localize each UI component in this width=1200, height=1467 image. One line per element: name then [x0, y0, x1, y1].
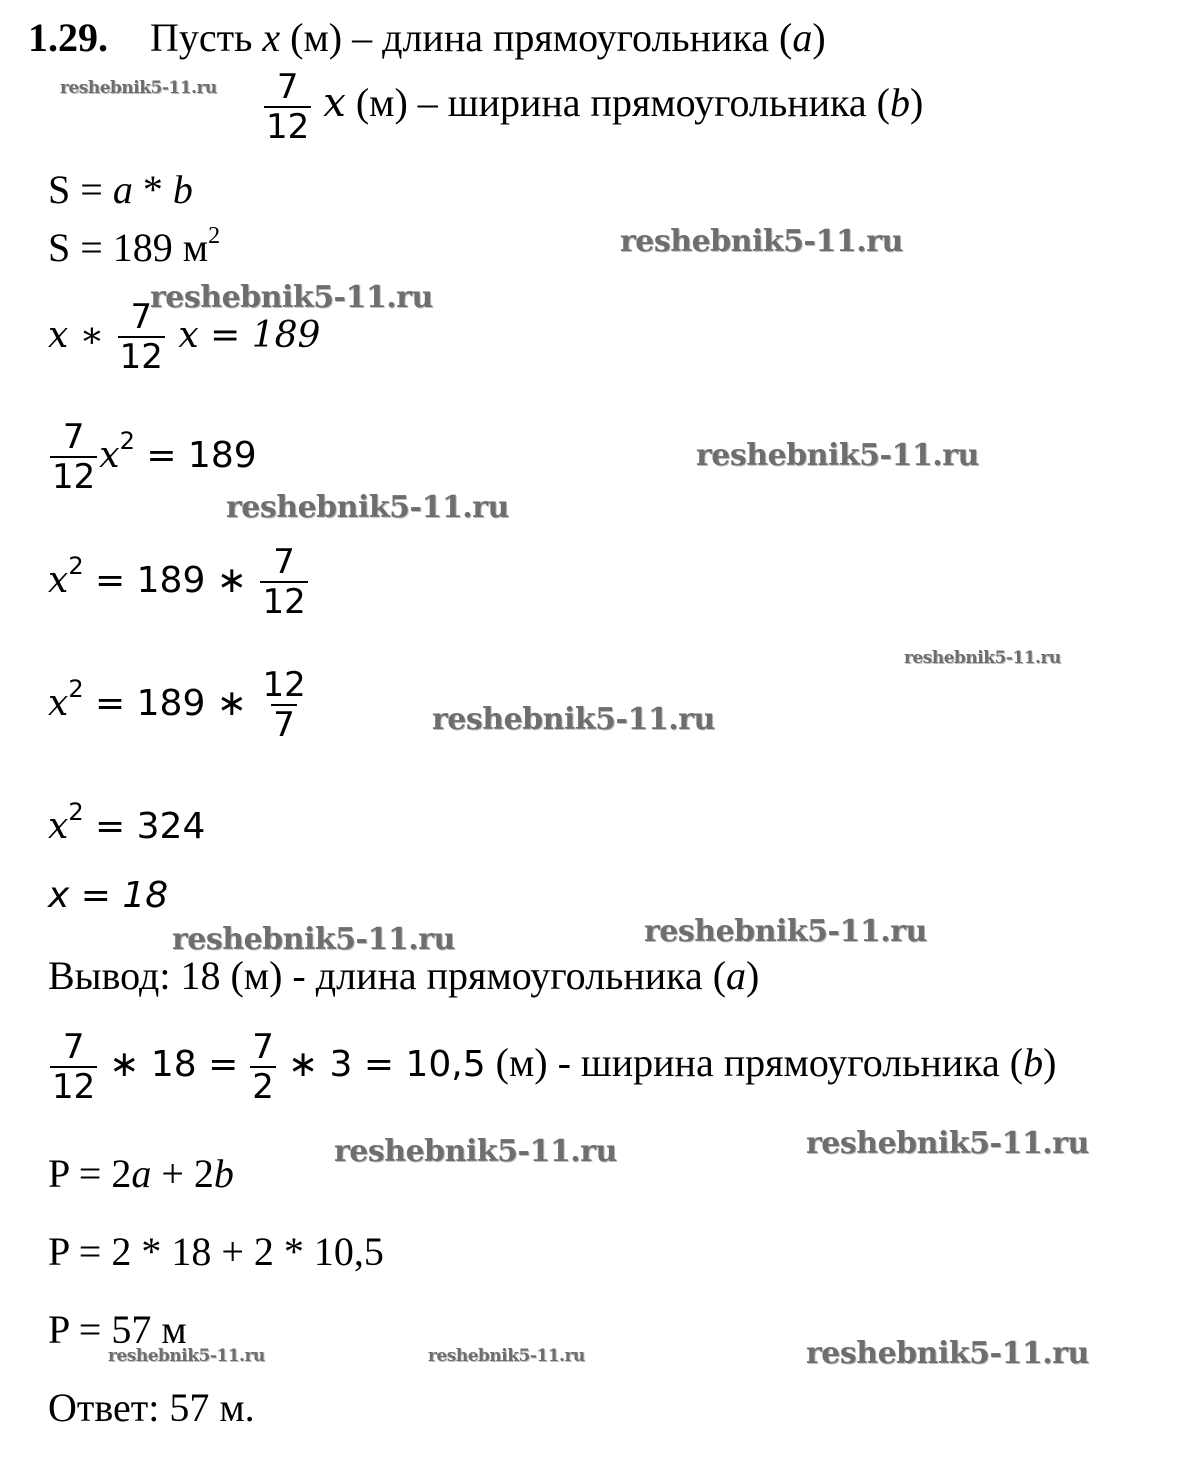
fraction [50, 417, 97, 497]
equation-6: x = 18 [48, 875, 169, 916]
watermark: reshebnik5-11.ru [904, 648, 1061, 668]
watermark: reshebnik5-11.ru [334, 1134, 617, 1169]
intro-text: Пусть [150, 15, 253, 60]
denominator: 7 [273, 705, 295, 745]
equation-5 [48, 800, 205, 845]
problem-header [28, 15, 826, 60]
watermark: reshebnik5-11.ru [432, 702, 715, 737]
fraction [250, 1027, 276, 1107]
width-calculation [48, 1027, 1057, 1107]
conclusion [48, 953, 760, 998]
numerator: 12 [262, 665, 306, 705]
var-x: x [48, 683, 69, 724]
watermark: reshebnik5-11.ru [108, 1346, 265, 1366]
equation-1 [48, 297, 321, 377]
denominator: 12 [262, 582, 306, 622]
perimeter-formula [48, 1151, 234, 1196]
denominator: 12 [266, 107, 310, 147]
equation-4 [48, 665, 310, 745]
denominator: 12 [119, 337, 163, 377]
var-b: b [1023, 1040, 1044, 1086]
watermark: reshebnik5-11.ru [226, 490, 509, 525]
p-part: + 2 [151, 1151, 214, 1196]
s-eq: S = [48, 167, 113, 212]
denominator: 12 [52, 457, 96, 497]
var-x: x [48, 806, 69, 847]
numerator: 7 [252, 1027, 274, 1067]
width-label: (м) – ширина прямоугольника ( [355, 80, 890, 126]
times: * [132, 167, 173, 212]
var-a: a [726, 953, 747, 998]
eq-lhs: x ∗ [48, 315, 105, 356]
paren: ) [909, 80, 924, 126]
watermark: reshebnik5-11.ru [620, 224, 903, 259]
numerator: 7 [62, 1027, 85, 1067]
watermark: reshebnik5-11.ru [60, 78, 217, 98]
fraction [264, 67, 311, 147]
eq-mid: = 189 ∗ [95, 683, 247, 724]
superscript: 2 [68, 675, 84, 703]
area-formula [48, 167, 193, 212]
fraction [260, 665, 307, 745]
eq-rhs: x = 189 [178, 315, 321, 356]
paren: ) [1043, 1040, 1057, 1086]
watermark: reshebnik5-11.ru [806, 1336, 1089, 1371]
eq-rhs: = 189 [146, 435, 257, 476]
answer: Ответ: 57 м. [48, 1385, 255, 1430]
watermark: reshebnik5-11.ru [172, 922, 455, 957]
width-label: (м) - ширина прямоугольника ( [495, 1040, 1024, 1086]
fraction [260, 542, 307, 622]
denominator: 12 [52, 1067, 96, 1107]
watermark: reshebnik5-11.ru [696, 438, 979, 473]
length-label: (м) – длина прямоугольника ( [290, 15, 793, 60]
perimeter-result: P = 57 м [48, 1307, 187, 1352]
calc-part: ∗ 18 = [109, 1044, 239, 1086]
watermark: reshebnik5-11.ru [428, 1346, 585, 1366]
var-a: a [131, 1151, 152, 1196]
var-x: x [323, 80, 346, 127]
var-b: b [213, 1151, 234, 1196]
numerator: 7 [276, 67, 299, 107]
p-part: P = 2 [48, 1151, 132, 1196]
calc-part: ∗ 3 = 10,5 [287, 1044, 486, 1086]
watermark: reshebnik5-11.ru [150, 280, 433, 315]
var-b: b [889, 80, 910, 126]
fraction [118, 297, 165, 377]
numerator: 7 [62, 417, 85, 457]
var-x: x [262, 15, 281, 60]
perimeter-substitution: P = 2 * 18 + 2 * 10,5 [48, 1229, 384, 1274]
superscript: 2 [208, 223, 221, 249]
denominator: 2 [252, 1067, 274, 1107]
superscript: 2 [119, 427, 135, 455]
equation-2 [48, 417, 257, 497]
area-text: S = 189 м [48, 225, 209, 270]
var-a: a [112, 167, 133, 212]
var-x: x [48, 560, 69, 601]
eq-rhs: = 324 [95, 806, 206, 847]
problem-number: 1.29. [28, 15, 108, 60]
watermark: reshebnik5-11.ru [644, 914, 927, 949]
paren: ) [812, 15, 826, 60]
eq-mid: = 189 ∗ [95, 560, 247, 601]
conclusion-text: Вывод: 18 (м) - длина прямоугольника ( [48, 953, 727, 998]
superscript: 2 [68, 552, 84, 580]
var-a: a [792, 15, 813, 60]
fraction [50, 1027, 97, 1107]
watermark: reshebnik5-11.ru [806, 1126, 1089, 1161]
equation-3 [48, 542, 310, 622]
superscript: 2 [68, 798, 84, 826]
area-value [48, 224, 220, 268]
width-definition [262, 67, 924, 147]
numerator: 7 [273, 542, 295, 582]
var-b: b [172, 167, 193, 212]
numerator: 7 [130, 297, 153, 337]
var-x: x [99, 435, 120, 476]
paren: ) [746, 953, 760, 998]
